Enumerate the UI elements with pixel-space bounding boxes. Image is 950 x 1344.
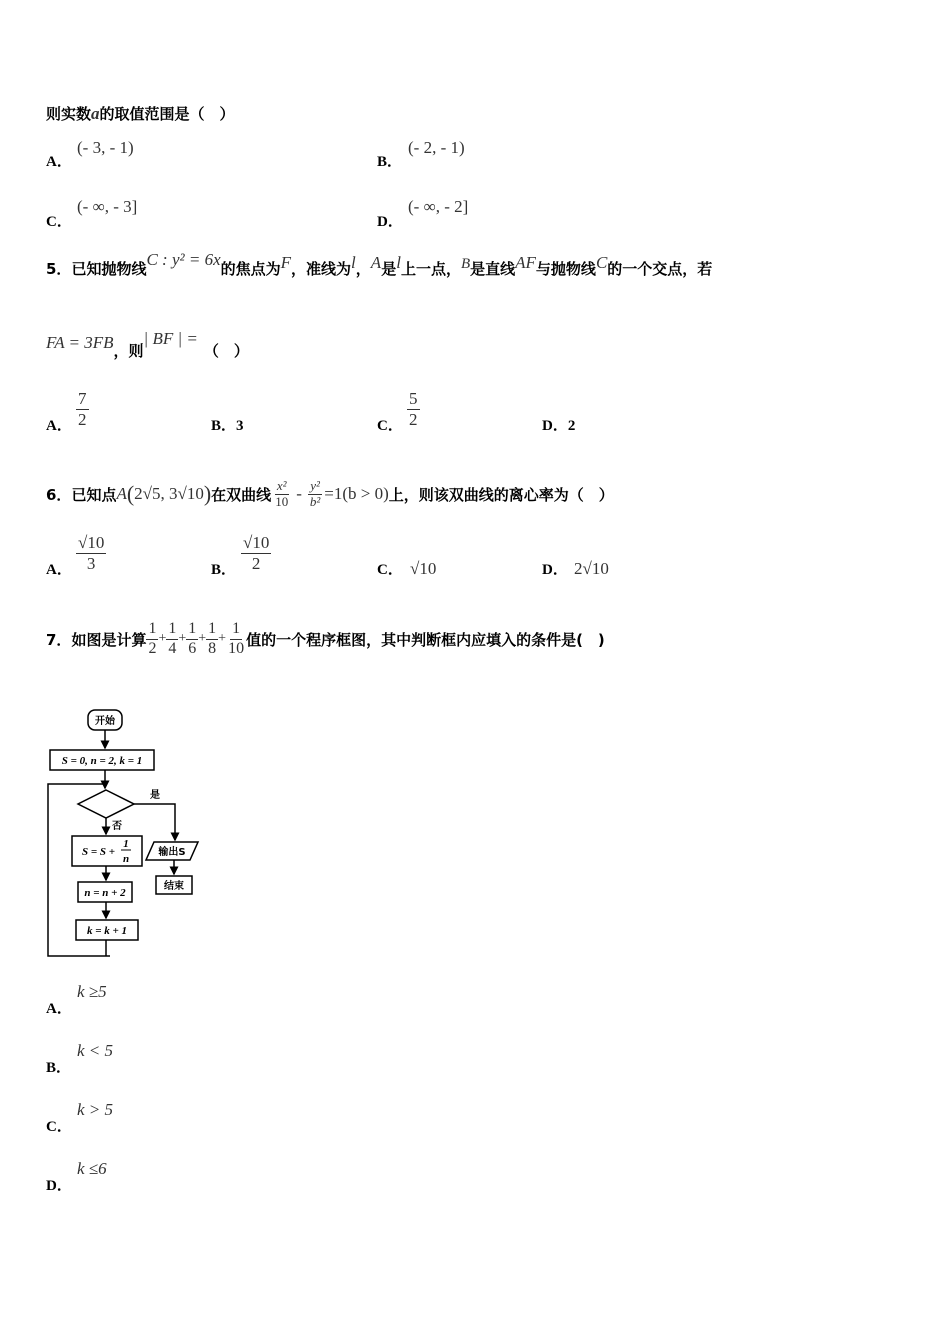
q7-option-d-value: k ≤6: [77, 1159, 107, 1178]
q7-option-c-label: C．: [46, 1119, 72, 1135]
q6-option-c-label: C．: [377, 562, 403, 578]
flow-start-label: 开始: [95, 716, 115, 727]
q6-point-coords: 2√5, 3√10: [134, 484, 204, 503]
q6-option-a-value: $\frac{√10}{3}$: [78, 533, 105, 573]
q6-option-d-value: 2√10: [574, 559, 609, 578]
q6-option-c-value: √10: [410, 559, 437, 578]
q4-option-b-label: B．: [377, 154, 403, 170]
flow-update-n-label: n = n + 2: [84, 887, 126, 899]
q6-option-b-value: $\frac{√10}{2}$: [243, 533, 270, 573]
flow-output-label: 输出S: [158, 847, 186, 858]
flow-assign-s-den: n: [122, 853, 130, 865]
q4-stem: 则实数a的取值范围是（ ）: [46, 104, 235, 123]
q7-term: $\frac{1}{8}$: [208, 620, 217, 657]
q6-option-b-label: B．: [211, 562, 237, 578]
flow-end-label: 结束: [164, 881, 184, 892]
q7-term: $\frac{1}{4}$: [168, 620, 177, 657]
q5-option-c-label: C．: [377, 418, 403, 434]
flow-assign-s-num: 1: [123, 838, 129, 850]
q6-y-term: $\frac{\text{y²}}{\text{b²}}$: [309, 477, 321, 509]
q4-option-a-label: A．: [46, 154, 72, 170]
q5-option-d: D．2: [542, 418, 576, 434]
q4-option-b-value: (- 2, - 1): [408, 138, 465, 157]
q4-option-c-label: C．: [46, 214, 72, 230]
q5-option-c-value: $\frac{5}{2}$: [409, 389, 418, 429]
q6-stem: 6． 已知点 A ( 2√5, 3√10 ) 在双曲线 $\frac{\text{x²}}{10}$ - $\frac{\text{y²}}{\text{b²}}$ =1(b > 0) 上，则该双曲线的离心率为（ ）: [46, 477, 614, 509]
q5-option-a-value: $\frac{7}{2}$: [78, 389, 87, 429]
flow-update-k-label: k = k + 1: [86, 925, 128, 937]
q5-option-b: B．3: [211, 418, 244, 434]
q7-stem: 7． 如图是计算 $\frac{1}{2}$ + $\frac{1}{4}$ + $\frac{1}{6}$ + $\frac{1}{8}$ + $\frac{1}{10}$ 值的一个程序框图，其中判断框内应填入的条件是( ): [46, 620, 605, 657]
q4-option-a-value: (- 3, - 1): [77, 138, 134, 157]
q7-option-a-label: A．: [46, 1001, 72, 1017]
q6-option-d-label: D．: [542, 562, 568, 578]
q7-option-b-label: B．: [46, 1060, 72, 1076]
q4-option-d-value: (- ∞, - 2]: [408, 197, 469, 216]
flow-decision-diamond: [78, 790, 134, 818]
flow-no-label: 否: [112, 821, 122, 832]
q7-option-b-value: k < 5: [77, 1041, 114, 1060]
q6-option-a-label: A．: [46, 562, 72, 578]
q7-option-c-value: k > 5: [77, 1100, 114, 1119]
q7-term: $\frac{1}{10}$: [228, 620, 245, 657]
q5-condition: FA = 3FB: [46, 333, 114, 352]
q5-parabola: C : y² = 6x: [146, 250, 221, 269]
q7-term: $\frac{1}{6}$: [188, 620, 197, 657]
q5-ask: | BF | =: [143, 329, 198, 348]
q4-option-c-value: (- ∞, - 3]: [77, 197, 138, 216]
flow-yes-label: 是: [150, 790, 160, 801]
q5-stem-line1: 5．已知抛物线C : y² = 6x的焦点为F，准线为l，A是l上一点，B是直线AF与抛物线C的一个交点，若: [46, 250, 713, 278]
q4-option-d-label: D．: [377, 214, 403, 230]
q5-stem-line2: FA = 3FB，则| BF | =（ ）: [46, 329, 249, 360]
flow-init-label: S = 0, n = 2, k = 1: [61, 755, 143, 767]
q7-option-d-label: D．: [46, 1178, 72, 1194]
q5-option-a-label: A．: [46, 418, 72, 434]
q7-flowchart: [40, 704, 210, 960]
q6-x-term: $\frac{\text{x²}}{10}$: [275, 477, 289, 509]
q6-eq-rhs: =1(b > 0): [324, 484, 389, 503]
q7-term: $\frac{1}{2}$: [148, 620, 157, 657]
q7-option-a-value: k ≥5: [77, 982, 107, 1001]
flow-assign-s-label: S = S +: [82, 846, 116, 858]
